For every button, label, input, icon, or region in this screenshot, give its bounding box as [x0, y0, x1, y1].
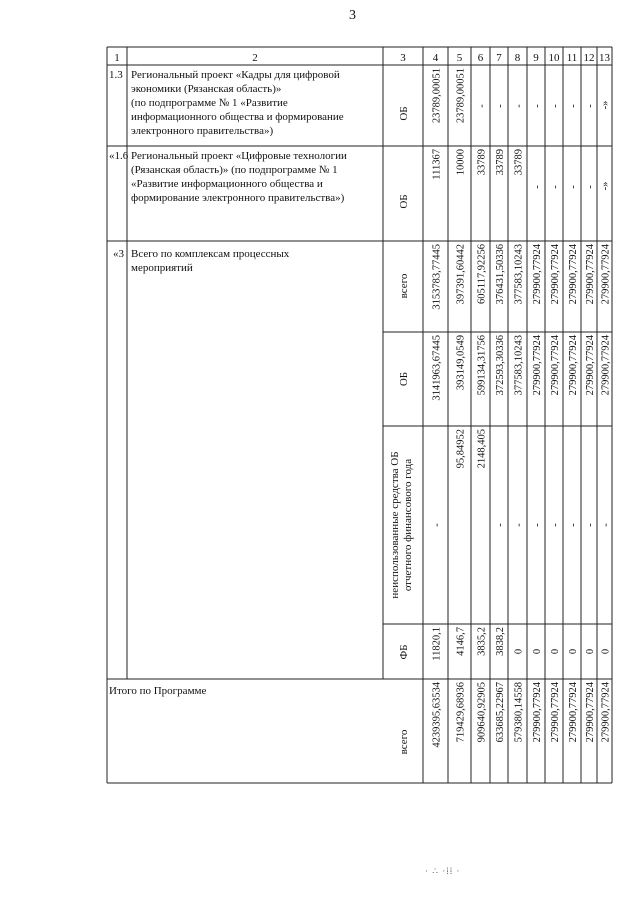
row-name-line: мероприятий	[131, 262, 193, 274]
row-name-line: электронного правительства»)	[131, 125, 274, 137]
header-cell: 13	[599, 52, 610, 64]
value-cell: 633685,22967	[495, 682, 506, 743]
value-cell: 279900,77924	[532, 335, 543, 396]
header-cell: 7	[496, 52, 502, 64]
value-cell: -	[585, 104, 596, 108]
header-cell: 4	[432, 52, 439, 64]
row-name-line: (Рязанская область)» (по подпрограмме № 1	[131, 164, 338, 176]
value-cell: 0	[600, 648, 612, 655]
header-cell: 6	[477, 52, 484, 64]
row-name-line: «Развитие информационного общества и	[131, 178, 323, 190]
value-cell: 0	[532, 648, 543, 655]
row-name-line: Всего по комплексам процессных	[131, 248, 290, 260]
value-cell: 279900,77924	[585, 244, 596, 305]
value-cell: 279900,77924	[550, 682, 561, 743]
value-cell: -	[476, 104, 488, 108]
value-cell: 376431,50336	[495, 244, 506, 305]
value-cell: 3153783,77445	[431, 244, 443, 310]
value-cell: 0	[513, 648, 525, 655]
value-cell: -	[431, 523, 443, 527]
value-cell: 23789,00051	[431, 68, 443, 124]
funding-source: ОБ	[398, 194, 410, 209]
value-cell: -	[550, 523, 561, 527]
value-cell: 377583,10243	[513, 244, 525, 305]
header-cell: 12	[583, 52, 595, 64]
row-name-line: экономики (Рязанская область)»	[131, 83, 282, 95]
value-cell: 599134,31756	[476, 335, 488, 396]
value-cell: 719429,68936	[455, 682, 467, 743]
value-cell: -	[495, 104, 506, 108]
funding-source: неиспользованные средства ОБ	[389, 451, 401, 599]
value-cell: 279900,77924	[585, 335, 596, 396]
row-number: «3	[113, 248, 124, 260]
value-cell: 279900,77924	[568, 682, 579, 743]
row-name-line: информационного общества и формирование	[131, 111, 344, 123]
value-cell: 279900,77924	[550, 335, 561, 396]
value-cell: -	[532, 104, 543, 108]
value-cell: 279900,77924	[600, 682, 612, 743]
value-cell: 4146,7	[455, 627, 467, 656]
header-cell: 11	[566, 52, 578, 64]
value-cell: 909640,92905	[476, 682, 488, 743]
row-end: -»	[600, 181, 611, 191]
value-cell: -	[600, 523, 612, 527]
value-cell: 3141963,67445	[431, 335, 443, 401]
header-cell: 2	[252, 52, 258, 64]
value-cell: -	[568, 104, 579, 108]
funding-source: всего	[398, 273, 410, 299]
value-cell: 579380,14558	[513, 682, 525, 743]
value-cell: 0	[550, 648, 561, 655]
header-cell: 5	[456, 52, 463, 64]
value-cell: 23789,00051	[455, 68, 467, 124]
funding-source: ОБ	[398, 371, 410, 387]
value-cell: 393149,0549	[455, 335, 467, 391]
value-cell: 279900,77924	[532, 244, 543, 305]
row-name-line: Региональный проект «Кадры для цифровой	[131, 69, 340, 81]
value-cell: -	[495, 523, 506, 527]
value-cell: 279900,77924	[600, 335, 612, 396]
page-number: 3	[349, 8, 356, 23]
value-cell: -	[550, 185, 561, 189]
value-cell: 33789	[495, 149, 506, 176]
value-cell: 0	[585, 648, 596, 655]
value-cell: 605117,92256	[476, 244, 488, 304]
value-cell: 3835,2	[476, 627, 488, 656]
value-cell: -	[585, 523, 596, 527]
row-name-line: (по подпрограмме № 1 «Развитие	[131, 97, 288, 109]
value-cell: 279900,77924	[600, 244, 612, 305]
value-cell: -	[532, 185, 543, 189]
value-cell: -	[550, 104, 561, 108]
header-cell: 1	[114, 52, 120, 64]
value-cell: 279900,77924	[585, 682, 596, 743]
funding-source: всего	[398, 729, 410, 755]
total-label: Итого по Программе	[109, 685, 207, 697]
value-cell: -	[585, 185, 596, 189]
row-name-line: формирование электронного правительства»)	[131, 192, 345, 204]
funding-source: отчетного финансового года	[402, 458, 414, 592]
value-cell: 4239395,63534	[431, 682, 443, 748]
value-cell: 279900,77924	[568, 244, 579, 305]
value-cell: 372593,30336	[495, 335, 506, 396]
value-cell: 2148,405	[476, 429, 488, 469]
row-name-line: Региональный проект «Цифровые технологии	[131, 150, 347, 162]
header-cell: 9	[533, 52, 539, 64]
value-cell: 33789	[513, 149, 525, 176]
value-cell: 377583,10243	[513, 335, 525, 396]
header-cell: 3	[400, 52, 406, 64]
value-cell: 3838,2	[495, 627, 506, 656]
footer-marks: · ∴ ·⁞⁞ ·	[425, 866, 461, 876]
value-cell: 11820,1	[431, 627, 443, 661]
value-cell: -	[513, 523, 525, 527]
value-cell: -	[532, 523, 543, 527]
value-cell: -	[568, 523, 579, 527]
value-cell: 95,84952	[455, 429, 467, 469]
row-number: 1.3	[109, 69, 123, 81]
value-cell: 397391,60442	[455, 244, 467, 305]
row-end: -»	[600, 100, 611, 110]
value-cell: -	[513, 104, 525, 108]
value-cell: 279900,77924	[532, 682, 543, 743]
value-cell: 279900,77924	[550, 244, 561, 305]
funding-source: ОБ	[398, 106, 410, 121]
value-cell: -	[568, 185, 579, 189]
value-cell: 0	[568, 648, 579, 655]
header-cell: 10	[548, 52, 560, 64]
row-number: «1.6	[109, 150, 129, 162]
value-cell: 33789	[476, 149, 488, 176]
value-cell: 279900,77924	[568, 335, 579, 396]
header-cell: 8	[514, 52, 521, 64]
funding-source: ФБ	[398, 644, 410, 660]
value-cell: 111367	[431, 149, 443, 180]
value-cell: 10000	[455, 149, 467, 176]
